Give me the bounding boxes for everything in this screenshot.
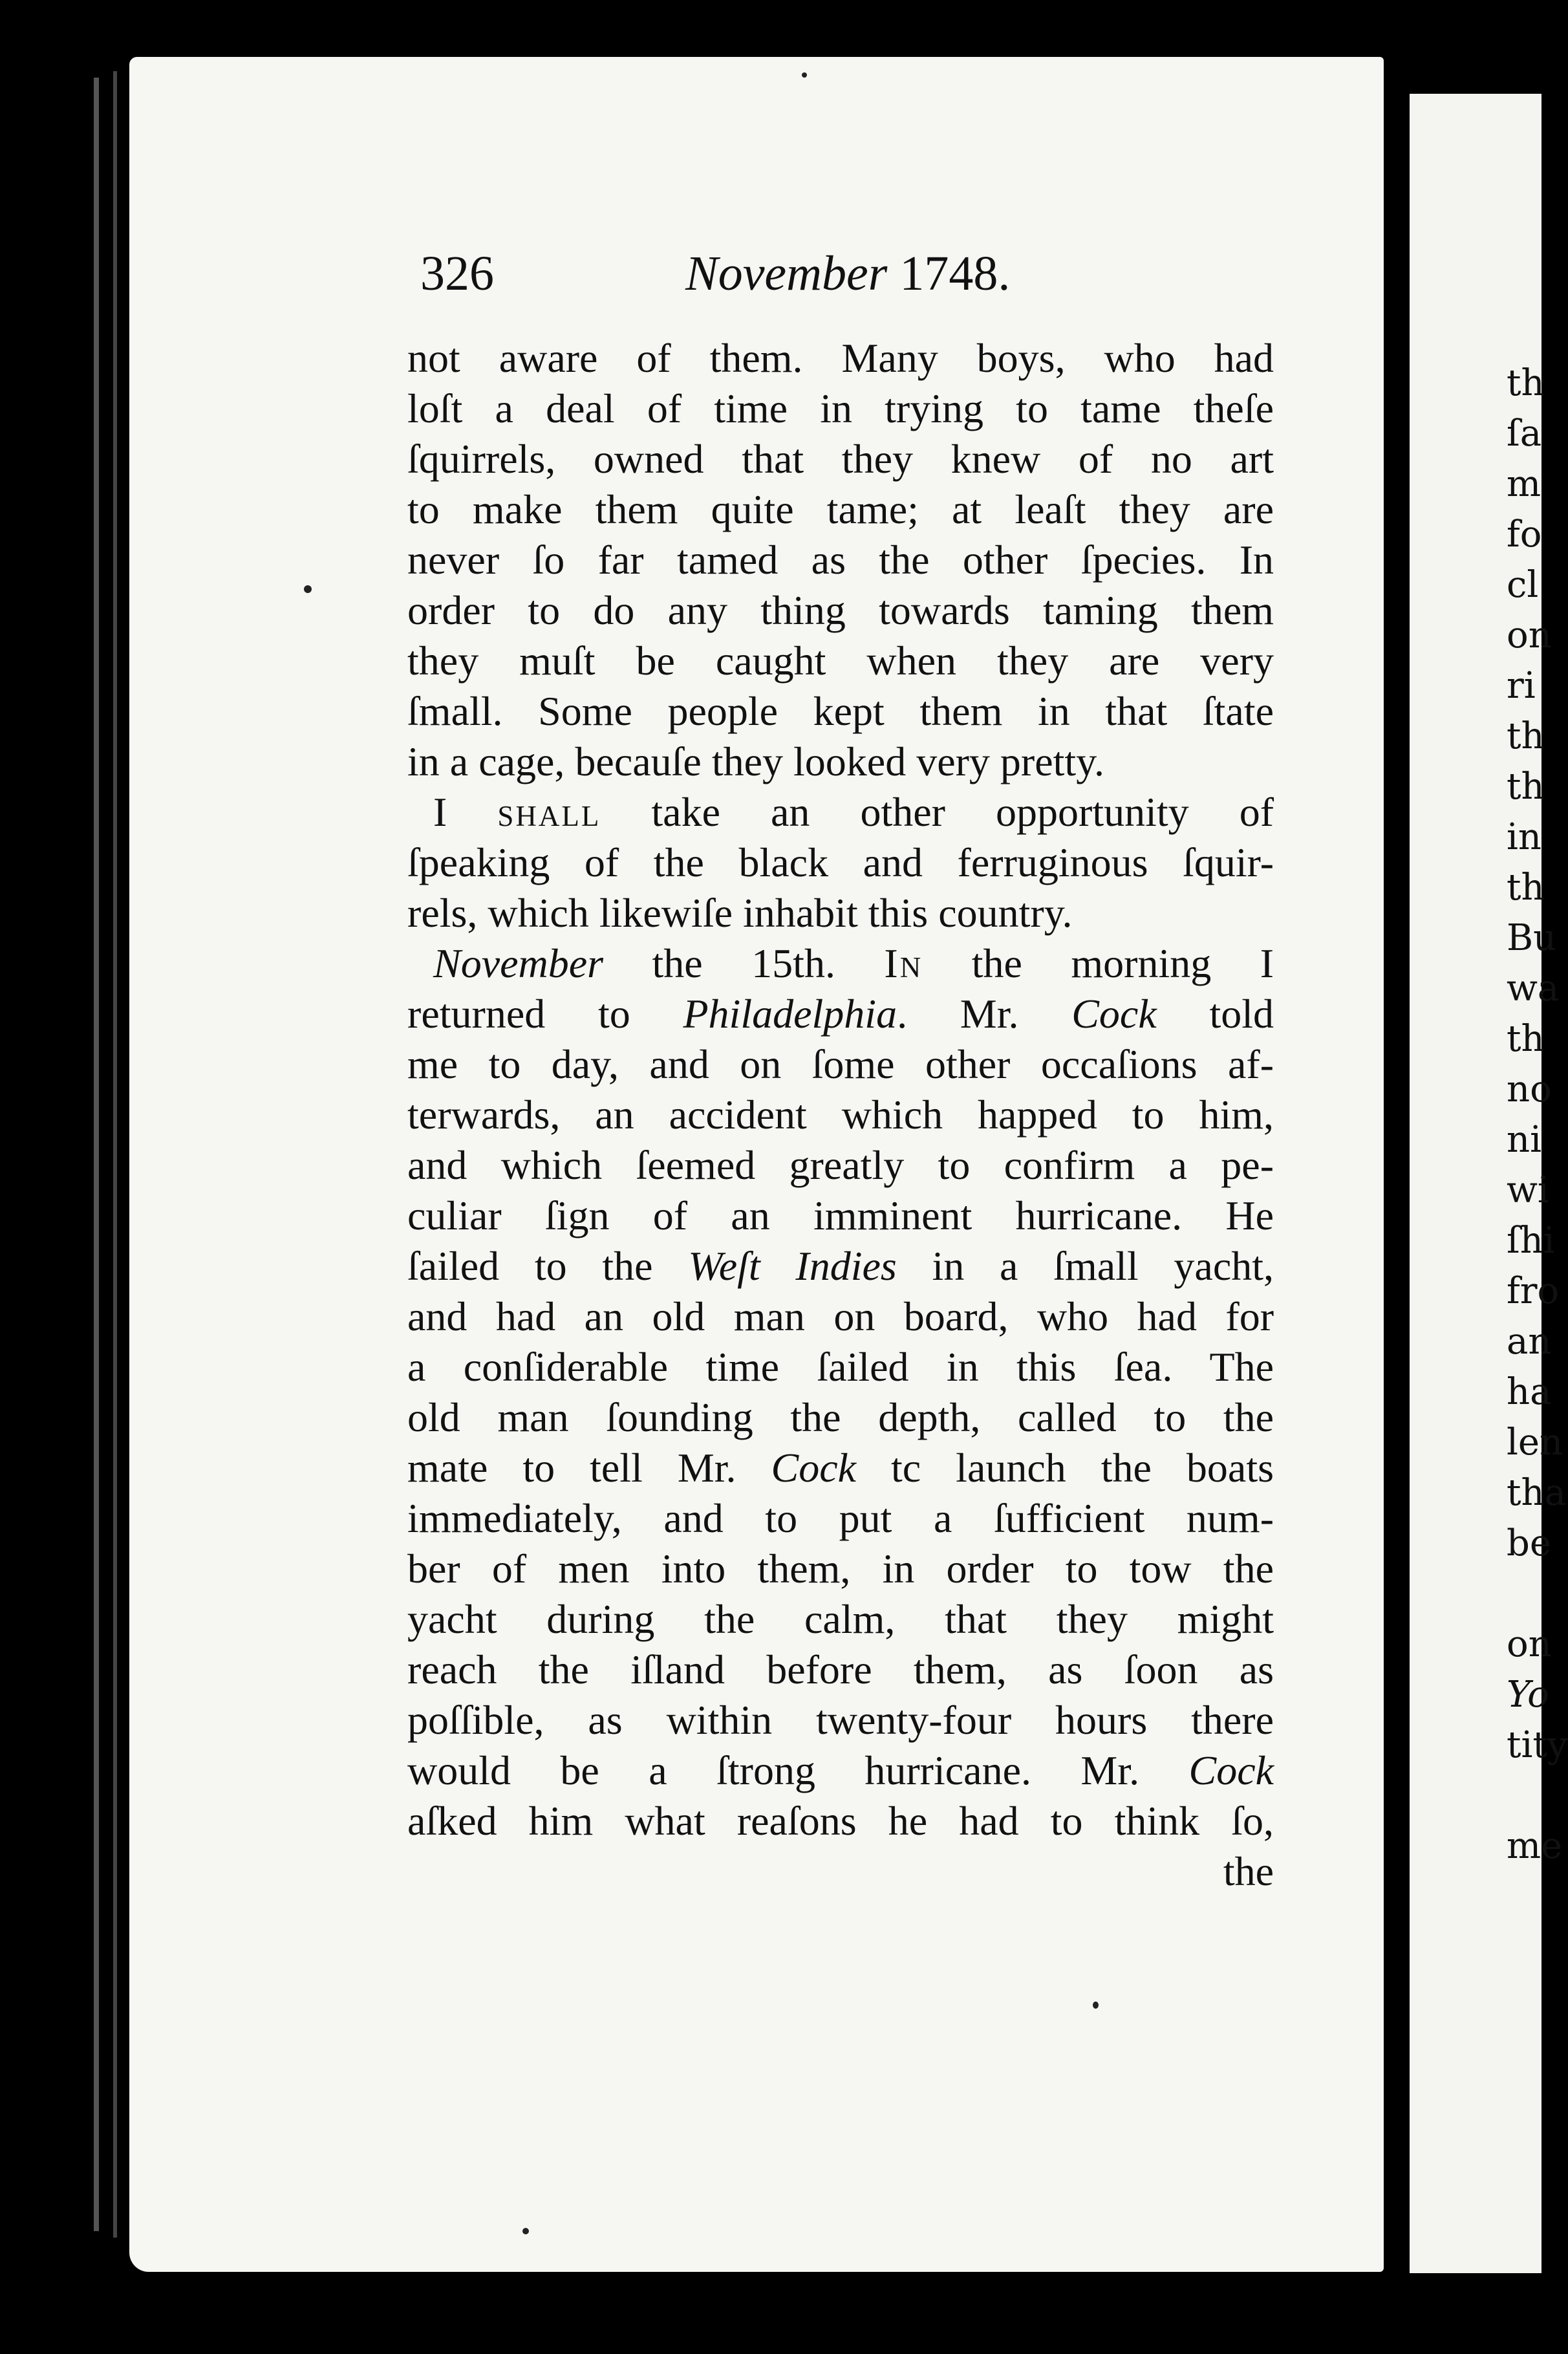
text-line: yacht during the calm, that they might bbox=[407, 1596, 1274, 1642]
text-line: poſſible, as within twenty-four hours there bbox=[407, 1697, 1274, 1743]
ink-speck bbox=[802, 72, 807, 78]
facing-page-fragment: no bbox=[1507, 1068, 1552, 1110]
facing-page-fragment: len bbox=[1507, 1421, 1563, 1463]
text-line: terwards, an accident which happed to him, bbox=[407, 1092, 1274, 1138]
text-line: loſt a deal of time in trying to tame theſe bbox=[407, 385, 1274, 431]
text-line: ſpeaking of the black and ferruginous ſquir- bbox=[407, 839, 1274, 885]
facing-page-fragment: an bbox=[1507, 1321, 1552, 1363]
facing-page-fragment: fro bbox=[1507, 1270, 1560, 1312]
facing-page-fragment: ri bbox=[1507, 665, 1536, 707]
facing-page-fragment: ha bbox=[1507, 1371, 1552, 1413]
text-line: ber of men into them, in order to tow the bbox=[407, 1546, 1274, 1592]
text-line: a conſiderable time ſailed in this ſea. The bbox=[407, 1344, 1274, 1390]
small-caps-word: In bbox=[884, 940, 923, 986]
italic-place: Weſt Indies bbox=[688, 1243, 897, 1289]
facing-page-fragment: th bbox=[1507, 715, 1545, 757]
ink-speck bbox=[1093, 2002, 1099, 2009]
text-line: they muſt be caught when they are very bbox=[407, 638, 1274, 684]
facing-page-fragment: tity bbox=[1507, 1724, 1568, 1766]
facing-page-fragment: on bbox=[1507, 1623, 1552, 1665]
facing-page-fragment: Yo bbox=[1507, 1674, 1549, 1716]
facing-page-fragment: be bbox=[1507, 1522, 1551, 1564]
running-title bbox=[685, 246, 1010, 302]
facing-page-fragment: in bbox=[1507, 816, 1541, 858]
text-line: and which ſeemed greatly to confirm a pe- bbox=[407, 1142, 1274, 1188]
text-line: rels, which likewiſe inhabit this country. bbox=[407, 890, 1073, 936]
text-line: me to day, and on ſome other occaſions af- bbox=[407, 1041, 1274, 1087]
text-line: aſked him what reaſons he had to think ſo, bbox=[407, 1798, 1274, 1844]
text-line: immediately, and to put a ſufficient num- bbox=[407, 1495, 1274, 1541]
text-line: ſmall. Some people kept them in that ſtate bbox=[407, 688, 1274, 734]
facing-page-fragment: th bbox=[1507, 867, 1545, 909]
facing-page-fragment: tha bbox=[1507, 1472, 1566, 1514]
facing-page-fragment: Bu bbox=[1507, 917, 1557, 959]
text-line: November the 15th. In the morning I bbox=[433, 940, 1274, 986]
italic-name: Cock bbox=[1188, 1747, 1274, 1793]
facing-page-fragment: ni bbox=[1507, 1119, 1541, 1161]
text-line: ſailed to the Weſt Indies in a ſmall yacht, bbox=[407, 1243, 1274, 1289]
facing-page-fragment: th bbox=[1507, 1018, 1545, 1060]
facing-page-fragment: wa bbox=[1507, 967, 1560, 1010]
facing-page-fragment: m bbox=[1507, 463, 1541, 505]
header-month: November bbox=[685, 246, 888, 301]
text-line: ſquirrels, owned that they knew of no art bbox=[407, 436, 1274, 482]
text-line: in a cage, becauſe they looked very pretty. bbox=[407, 739, 1105, 784]
text-line: mate to tell Mr. Cock tc launch the boats bbox=[407, 1445, 1274, 1491]
facing-page-fragment: ſa bbox=[1507, 413, 1542, 455]
text-line: returned to Philadelphia. Mr. Cock told bbox=[407, 991, 1274, 1037]
facing-page-fragment: th bbox=[1507, 362, 1545, 404]
binding-edge bbox=[113, 71, 117, 2238]
text-line: would be a ſtrong hurricane. Mr. Cock bbox=[407, 1747, 1274, 1793]
italic-name: Cock bbox=[771, 1445, 857, 1491]
facing-page-fragment: th bbox=[1507, 766, 1545, 808]
small-caps-word: shall bbox=[497, 789, 601, 835]
italic-name: Cock bbox=[1071, 991, 1157, 1037]
text-line: reach the iſland before them, as ſoon as bbox=[407, 1647, 1274, 1692]
text-line: to make them quite tame; at leaſt they are bbox=[407, 486, 1274, 532]
facing-page bbox=[1410, 94, 1568, 2273]
page-body bbox=[407, 333, 1274, 1897]
ink-speck bbox=[522, 2228, 529, 2234]
facing-page-fragment: me bbox=[1507, 1825, 1563, 1867]
text-line: culiar ſign of an imminent hurricane. He bbox=[407, 1193, 1274, 1238]
italic-place: Philadelphia bbox=[683, 991, 897, 1037]
ink-speck bbox=[304, 585, 312, 593]
page-number: 326 bbox=[420, 246, 494, 301]
text-line: I shall take an other opportunity of bbox=[433, 789, 1274, 835]
text-line: order to do any thing towards taming them bbox=[407, 587, 1274, 633]
facing-page-fragment: on bbox=[1507, 614, 1552, 656]
italic-date: November bbox=[433, 940, 604, 986]
text-line: not aware of them. Many boys, who had bbox=[407, 335, 1274, 381]
header-year: 1748. bbox=[899, 246, 1011, 301]
text-line: and had an old man on board, who had for bbox=[407, 1293, 1274, 1339]
binding-edge bbox=[94, 78, 99, 2231]
facing-page-fragment: wi bbox=[1507, 1169, 1549, 1211]
facing-page-fragment: fo bbox=[1507, 513, 1542, 556]
text-line: never ſo far tamed as the other ſpecies. In bbox=[407, 537, 1274, 583]
catchword: the bbox=[1223, 1848, 1274, 1894]
facing-page-fragment: cl bbox=[1507, 564, 1539, 606]
text-line: old man ſounding the depth, called to the bbox=[407, 1394, 1274, 1440]
facing-page-fragment: ſhi bbox=[1507, 1220, 1555, 1262]
